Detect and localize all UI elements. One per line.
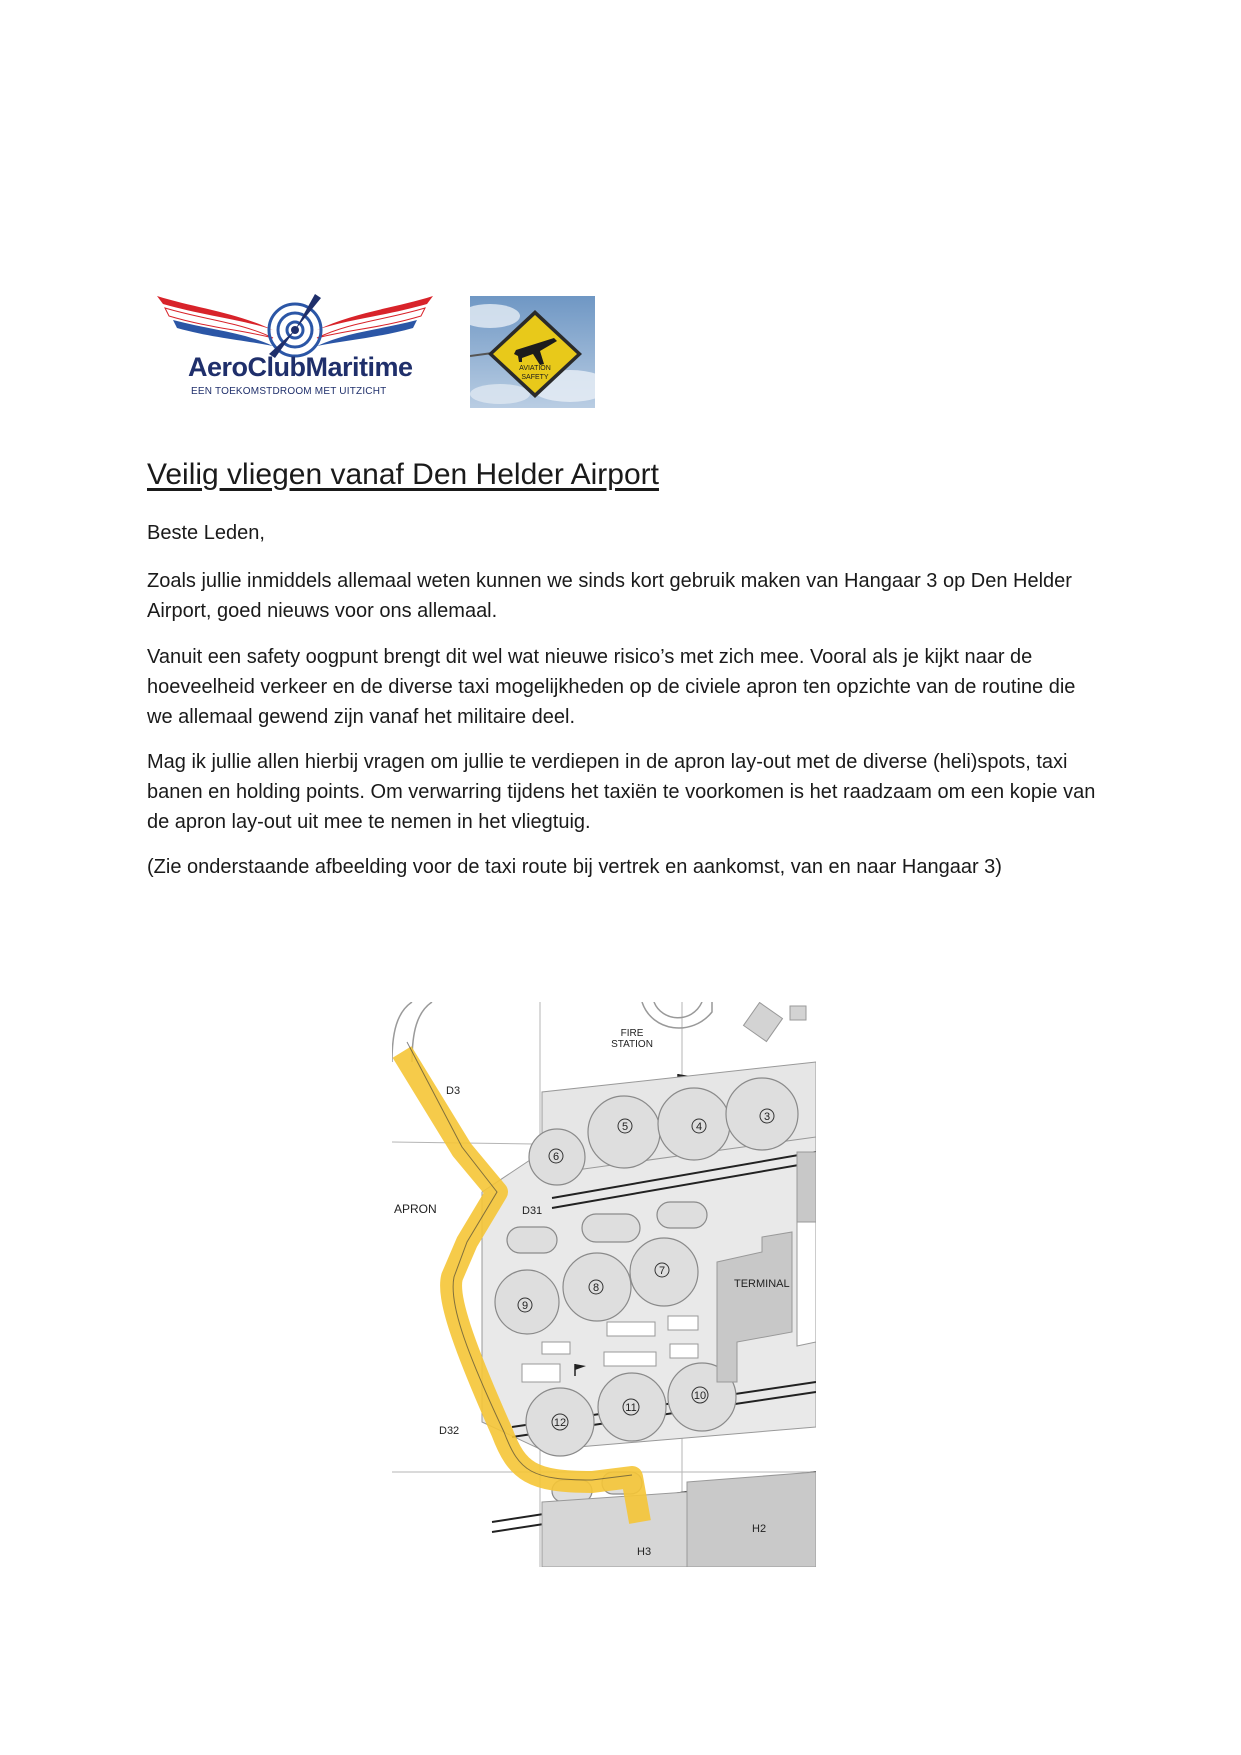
paragraph-safety-risks: Vanuit een safety oogpunt brengt dit wel wat nieuwe risico’s met zich mee. Vooral als je kijkt naar de hoeveelheid verkeer en de diverse taxi mogelijkheden op de civiele apron ten opzichte van de routine die we allemaal gewend zijn vanaf het militaire deel. — [147, 646, 1076, 728]
safety-sign-line1: AVIATION — [519, 365, 551, 372]
spot-8-label: 8 — [592, 1282, 600, 1294]
taxiway-d32-label: D32 — [439, 1425, 460, 1437]
terminal-label: TERMINAL — [734, 1278, 790, 1290]
spot-4-label: 4 — [695, 1121, 703, 1133]
spot-12-label: 12 — [553, 1417, 567, 1429]
paragraph-request: Mag ik jullie allen hierbij vragen om jullie te verdiepen in de apron lay-out met de diverse (heli)spots, taxi banen en holding points. Om verwarring tijdens het taxiën te voorkomen is het raadzaam om een kopie van de apron lay-out uit mee te nemen in het vliegtuig. — [147, 751, 1096, 833]
paragraph-see-image: (Zie onderstaande afbeelding voor de taxi route bij vertrek en aankomst, van en naar Hangaar 3) — [147, 856, 1002, 878]
safety-sign-line2: SAFETY — [521, 374, 549, 381]
logo-tagline: EEN TOEKOMSTDROOM MET UITZICHT — [191, 386, 387, 397]
logo-club-name: AeroClubMaritime — [188, 352, 413, 382]
hangar-h3-label: H3 — [637, 1546, 652, 1558]
spot-7-label: 7 — [658, 1265, 666, 1277]
aeroclub-maritime-logo — [155, 290, 435, 408]
spot-9-label: 9 — [521, 1300, 529, 1312]
page-title: Veilig vliegen vanaf Den Helder Airport — [147, 458, 659, 491]
taxiway-d3-label: D3 — [446, 1085, 461, 1097]
apron-layout-map — [392, 1002, 816, 1567]
hangar-h2-label: H2 — [752, 1523, 767, 1535]
fire-station-label-1: FIRE — [620, 1028, 644, 1039]
apron-label: APRON — [394, 1202, 437, 1216]
spot-6-label: 6 — [552, 1151, 560, 1163]
aviation-safety-image — [470, 296, 595, 408]
paragraph-hangaar-news: Zoals jullie inmiddels allemaal weten kunnen we sinds kort gebruik maken van Hangaar 3 op Den Helder Airport, goed nieuws voor ons allemaal. — [147, 570, 1072, 622]
fire-station-label-2: STATION — [611, 1039, 653, 1050]
spot-10-label: 10 — [693, 1390, 707, 1402]
paragraph-greeting: Beste Leden, — [147, 522, 265, 544]
spot-5-label: 5 — [621, 1121, 629, 1133]
spot-3-label: 3 — [763, 1111, 771, 1123]
wings-propeller-icon — [155, 290, 435, 360]
spot-11-label: 11 — [625, 1402, 637, 1414]
taxiway-d31-label: D31 — [522, 1205, 543, 1217]
